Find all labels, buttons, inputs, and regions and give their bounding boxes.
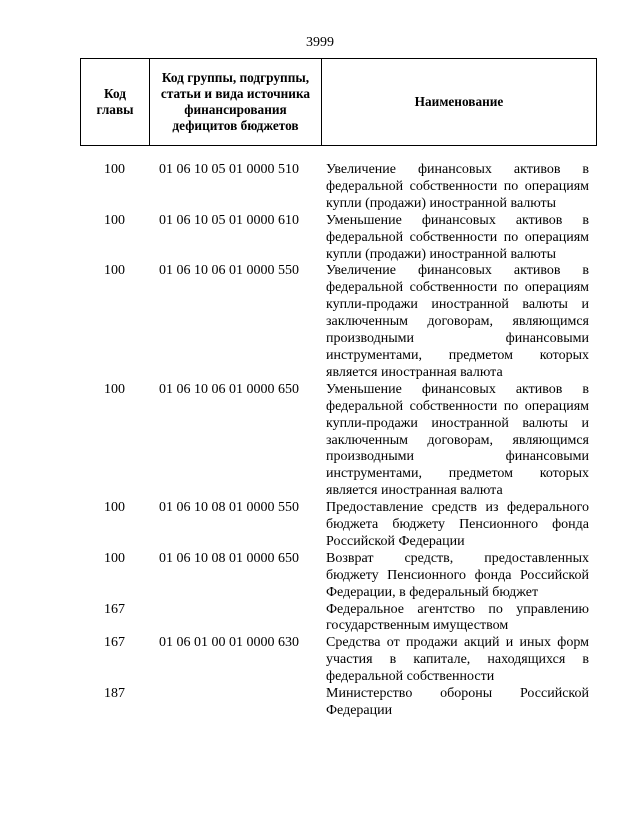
- table-row: [80, 602, 597, 636]
- source-code: 01 06 10 05 01 0000 510: [159, 162, 299, 177]
- item-name: Средства от продажи акций и иных форм участия в капитале, находящихся в федеральной собственности: [326, 635, 589, 685]
- chapter-code: 167: [104, 601, 125, 617]
- item-name: Уменьшение финансовых активов в федеральной собственности по операциям купли-продажи иностранной валюты и заключенным договорам, являющимся производными финансовыми инструментами, предметом которых является иностранная валюта: [326, 381, 589, 499]
- chapter-code: 100: [104, 212, 125, 228]
- chapter-code: 100: [104, 500, 125, 516]
- chapter-code: 100: [104, 162, 125, 177]
- table-row: [80, 162, 597, 213]
- source-code: [149, 686, 321, 720]
- source-code: 01 06 10 06 01 0000 550: [159, 263, 299, 279]
- item-name: Возврат средств, предоставленных бюджету Пенсионного фонда Российской Федерации, в федеральный бюджет: [326, 550, 589, 600]
- source-code: [149, 602, 321, 636]
- source-code: 01 06 10 08 01 0000 650: [159, 550, 299, 566]
- table-row: [80, 263, 597, 381]
- header-source-code: Код группы, подгруппы, статьи и вида источника финансирования дефицитов бюджетов: [150, 59, 322, 145]
- table-header: [80, 58, 597, 146]
- chapter-code: 187: [104, 686, 125, 702]
- header-chapter-code: Код главы: [81, 59, 150, 145]
- source-code: 01 06 10 08 01 0000 550: [159, 500, 299, 516]
- table-row: [80, 686, 597, 720]
- chapter-code: 167: [104, 635, 125, 651]
- table-row: [80, 635, 597, 686]
- header-name: Наименование: [414, 94, 504, 109]
- item-name: Уменьшение финансовых активов в федеральной собственности по операциям купли (продажи) иностранной валюты: [326, 212, 589, 262]
- source-code: 01 06 10 05 01 0000 610: [159, 212, 299, 228]
- table-row: [80, 213, 597, 264]
- table-row: [80, 500, 597, 551]
- table-row: [80, 551, 597, 602]
- source-code: 01 06 01 00 01 0000 630: [159, 635, 299, 651]
- item-name: Федеральное агентство по управлению государственным имуществом: [326, 601, 589, 634]
- source-code: 01 06 10 06 01 0000 650: [159, 381, 299, 397]
- table-body: [80, 162, 597, 720]
- item-name: Увеличение финансовых активов в федеральной собственности по операциям купли-продажи иностранной валюты и заключенным договорам, являющимся производными финансовыми инструментами, предметом которых является иностранная валюта: [326, 263, 589, 380]
- item-name: Предоставление средств из федерального бюджета бюджету Пенсионного фонда Российской Федерации: [326, 500, 589, 549]
- item-name: Министерство обороны Российской Федерации: [326, 686, 589, 718]
- page-number: 3999: [306, 35, 334, 50]
- chapter-code: 100: [104, 381, 125, 397]
- table-row: [80, 382, 597, 500]
- chapter-code: 100: [104, 550, 125, 566]
- item-name: Увеличение финансовых активов в федеральной собственности по операциям купли (продажи) иностранной валюты: [326, 162, 589, 211]
- chapter-code: 100: [104, 263, 125, 279]
